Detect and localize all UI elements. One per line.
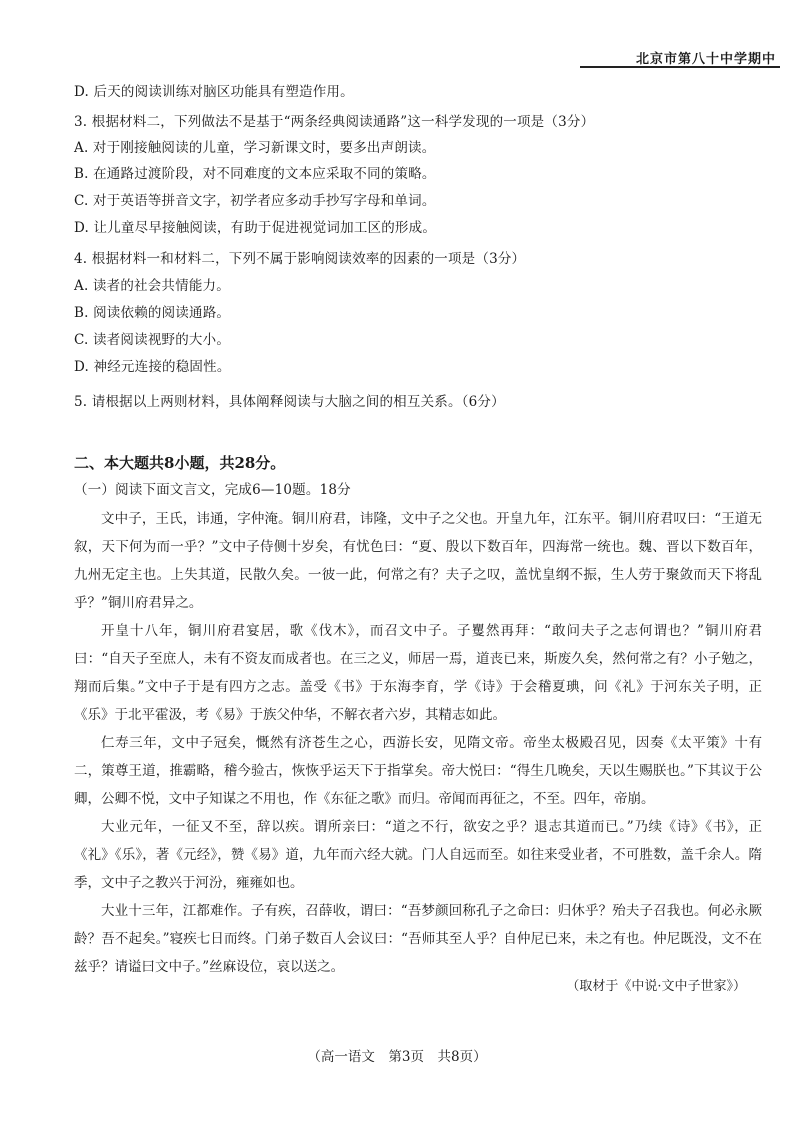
q3-option-d: D. 让儿童尽早接触阅读，有助于促进视觉词加工区的形成。 bbox=[74, 220, 437, 236]
q3-option-c: C. 对于英语等拼音文字，初学者应多动手抄写字母和单词。 bbox=[74, 193, 436, 209]
q4-option-c: C. 读者阅读视野的大小。 bbox=[74, 332, 231, 348]
passage-paragraph-4: 大业元年，一征又不至，辞以疾。谓所亲曰：“道之不行，欲安之乎？退志其道而已。”乃续《诗》《书》，正《礼》《乐》，著《元经》，赞《易》道，九年而六经大就。门人自远而至。如往来受业者，不可胜数，盖千余人。隋季，文中子之教兴于河汾，雍雍如也。 bbox=[74, 819, 762, 891]
passage-source: （取材于《中说·文中子世家》） bbox=[566, 979, 746, 994]
q3-option-b: B. 在通路过渡阶段，对不同难度的文本应采取不同的策略。 bbox=[74, 166, 436, 182]
q4-stem: 4. 根据材料一和材料二，下列不属于影响阅读效率的因素的一项是（3分） bbox=[74, 251, 526, 267]
section-title: 二、本大题共8小题，共28分。 bbox=[74, 454, 286, 472]
q2-option-d: D. 后天的阅读训练对脑区功能具有塑造作用。 bbox=[74, 84, 354, 100]
q4-option-b: B. 阅读依赖的阅读通路。 bbox=[74, 305, 231, 321]
passage-paragraph-2: 开皇十八年，铜川府君宴居，歌《伐木》，而召文中子。子矍然再拜：“敢问夫子之志何谓也？”铜川府君曰：“自天子至庶人，未有不资友而成者也。在三之义，师居一焉，道丧已来，斯废久矣，然何常之有？小子勉之，翔而后集。”文中子于是有四方之志。盖受《书》于东海李育，学《诗》于会稽夏琠，问《礼》于河东关子明，正《乐》于北平霍汲，考《易》于族父仲华，不解衣者六岁，其精志如此。 bbox=[74, 623, 762, 723]
page-footer: （高一语文 第3页 共8页） bbox=[307, 1049, 487, 1065]
passage-paragraph-3: 仁寿三年，文中子冠矣，慨然有济苍生之心，西游长安，见隋文帝。帝坐太极殿召见，因奏《太平策》十有二，策尊王道，推霸略，稽今验古，恢恢乎运天下于指掌矣。帝大悦曰：“得生几晚矣，天以生赐朕也。”下其议于公卿，公卿不悦，文中子知谋之不用也，作《东征之歌》而归。帝闻而再征之，不至。四年，帝崩。 bbox=[74, 735, 762, 807]
section-subtitle: （一）阅读下面文言文，完成6—10题。18分 bbox=[74, 482, 351, 498]
passage-paragraph-1: 文中子，王氏，讳通，字仲淹。铜川府君，讳隆，文中子之父也。开皇九年，江东平。铜川府君叹曰：“王道无叙，天下何为而一乎？”文中子侍侧十岁矣，有忧色曰：“夏、殷以下数百年，四海常一统也。魏、晋以下数百年，九州无定主也。上失其道，民散久矣。一彼一此，何常之有？夫子之叹，盖忧皇纲不振，生人劳于聚敛而天下将乱乎？”铜川府君异之。 bbox=[74, 511, 762, 611]
q3-option-a: A. 对于刚接触阅读的儿童，学习新课文时，要多出声朗读。 bbox=[74, 140, 436, 156]
school-header: 北京市第八十中学期中 bbox=[635, 52, 776, 67]
q5-stem: 5. 请根据以上两则材料，具体阐释阅读与大脑之间的相互关系。（6分） bbox=[74, 394, 505, 410]
header-rule bbox=[580, 66, 780, 68]
q4-option-a: A. 读者的社会共情能力。 bbox=[74, 278, 230, 294]
q3-stem: 3. 根据材料二，下列做法不是基于“两条经典阅读通路”这一科学发现的一项是（3分） bbox=[74, 114, 595, 130]
passage-paragraph-5: 大业十三年，江都难作。子有疾，召薛收，谓曰：“吾梦颜回称孔子之命曰：归休乎？殆夫子召我也。何必永厥龄？吾不起矣。”寝疾七日而终。门弟子数百人会议曰：“吾师其至人乎？自仲尼已来，未之有也。仲尼既没，文不在兹乎？请谥曰文中子。”丝麻设位，哀以送之。 bbox=[74, 903, 762, 975]
q4-option-d: D. 神经元连接的稳固性。 bbox=[74, 359, 231, 375]
